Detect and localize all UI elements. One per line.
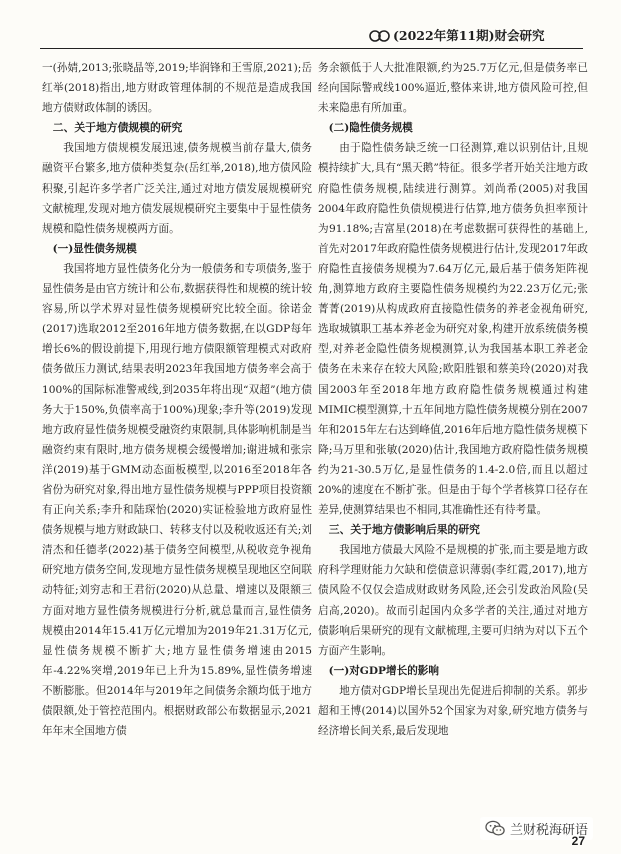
- right-paragraph-6: 地方债对GDP增长呈现出先促进后抑制的关系。郭步超和王博(2014)以国外52个国家为对象,研究地方债务与经济增长间关系,最后发现地: [318, 684, 588, 738]
- right-heading-1: (二)隐性债务规模: [328, 122, 413, 135]
- left-column: [42, 58, 312, 741]
- right-paragraph-0: 务余额低于人大批准限额,约为25.7万亿元,但是债务率已经向国际警戒线100%逼近,整体来讲,地方债风险可控,但未来隐患有所加重。: [318, 62, 588, 115]
- watermark-text: 兰财税海研语: [509, 823, 588, 838]
- right-column: [318, 58, 588, 741]
- left-paragraph-4: 我国将地方显性债务化分为一般债务和专项债务,鉴于显性债务是由官方统计和公布,数据获得性和规模的统计较容易,所以学术界对显性债务规模研究比较全面。徐诺金(2017)选取2012至2016年地方债务数据,在以GDP每年增长6%的假设前提下,用现行地方债限额管理模式对政府债务做压力测试,结果表明2023年我国地方债务率会高于100%的国际标准警戒线,到2035年将出现“双超”(地方债务大于150%,负债率高于100%)现象;李升等(2019)发现地方政府显性债务规模受融资约束限制,具体影响机制是当融资约束有限时,地方债务规模会缓慢增加;谢进城和张宗洋(2019)基于GMM动态面板模型,以2016至2018年各省份为研究对象,得出地方显性债务规模与PPP项目投资额有正向关系;李升和陆琛怡(2020)实证检验地方政府显性债务规模与地方财政缺口、转移支付以及税收返还有关;刘清杰和任德孝(2022)基于债务空间模型,从税收竞争视角研究地方债务空间,发现地方显性债务规模呈现地区空间联动特征;刘穷志和王君衍(2020)从总量、增速以及限额三方面对地方显性债务规模进行分析,就总量而言,显性债务规模由2014年15.41万亿元增加为2019年21.31万亿元,显性债务规模不断扩大;地方显性债务增速由2015年-4.22%突增,2019年已上升为15.89%,显性债务增速不断膨胀。但2014年与2019年之间债务余额均低于地方债限额,处于管控范围内。根据财政部公布数据显示,2021年年末全国地方债: [42, 262, 312, 738]
- header-rule: [40, 48, 583, 49]
- right-heading-3: 三、关于地方债影响后果的研究: [328, 523, 480, 537]
- page-header: [0, 12, 621, 52]
- wechat-icon: [485, 820, 505, 837]
- journal-title: (2022年第11期)财会研究: [393, 28, 545, 43]
- right-heading-5: (一)对GDP增长的影响: [328, 664, 439, 677]
- left-paragraph-0: 一(孙婧,2013;张晓晶等,2019;毕润锋和王雪原,2021);岳红举(2018)指出,地方财政管理体制的不规范是造成我国地方债财政体制的诱因。: [42, 62, 312, 115]
- right-paragraph-2: 由于隐性债务缺乏统一口径测算,难以识别估计,且规模持续扩大,具有“黑天鹅”特征。很多学者开始关注地方政府隐性债务规模,陆续进行测算。刘尚希(2005)对我国2004年政府隐性负债规模进行估算,地方债务负担率预计为91.18%;吉富星(2018)在考虑数据可获得性的基础上,首先对2017年政府隐性债务规模进行估计,发现2017年政府隐性直接债务规模为7.64万亿元,最后基于债务矩阵视角,测算地方政府主要隐性债务规模约为22.23万亿元;张菁菁(2019)从构成政府直接隐性债务的养老金视角研究,选取城镇职工基本养老金为研究对象,构建开放系统债务模型,对养老金隐性债务规模测算,认为我国基本职工养老金债务在未来存在较大风险;欧阳胜银和蔡美玲(2020)对我国2003年至2018年地方政府隐性债务规模通过构建MIMIC模型测算,十五年间地方隐性债务规模分别在2007年和2015年左右达到峰值,2016年后地方隐性债务规模下降;马万里和张敏(2020)估计,我国地方政府隐性债务规模约为21-30.5万亿,是显性债务的1.4-2.0倍,而且以超过20%的速度在不断扩张。但是由于每个学者核算口径存在差异,使测算结果也不相同,其准确性还有待考量。: [318, 142, 588, 517]
- left-heading-3: (一)显性债务规模: [52, 242, 137, 255]
- left-paragraph-2: 我国地方债规模发展迅速,债务规模当前存量大,债务融资平台繁多,地方债种类复杂(岳红举,2018),地方债风险积聚,引起许多学者广泛关注,通过对地方债发展规模研究文献梳理,发现对地方债发展规模研究主要集中于显性债务规模和隐性债务规模两方面。: [42, 142, 312, 235]
- journal-logo-icon: [369, 30, 391, 42]
- left-heading-1: 二、关于地方债规模的研究: [52, 121, 183, 135]
- page-number: 27: [571, 834, 585, 848]
- right-paragraph-4: 我国地方债最大风险不是规模的扩张,而主要是地方政府科学理财能力欠缺和偿债意识薄弱(李红霞,2017),地方债风险不仅仅会造成财政财务风险,还会引发政治风险(吴启高,2020)。故而引起国内众多学者的关注,通过对地方债影响后果研究的现有文献梳理,主要可归纳为对以下五个方面产生影响。: [318, 544, 588, 657]
